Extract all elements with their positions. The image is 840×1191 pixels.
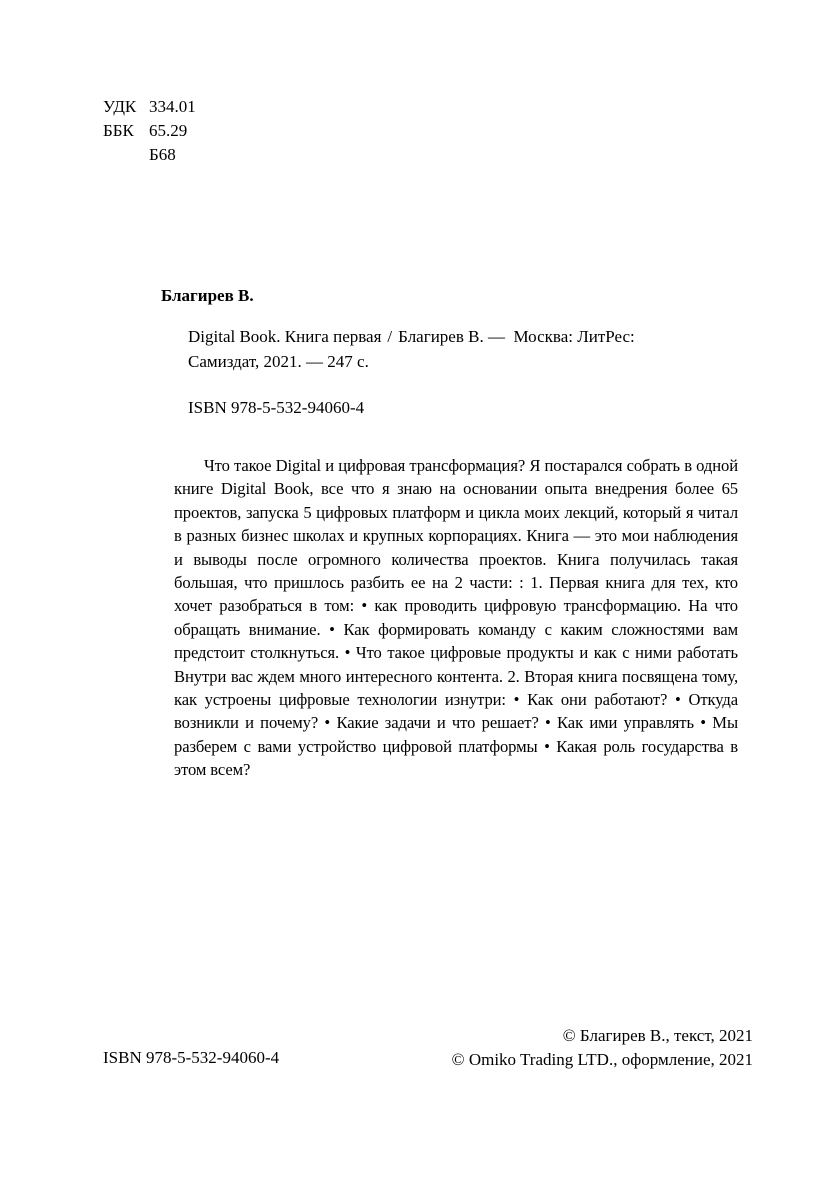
isbn-top: ISBN 978-5-532-94060-4 <box>188 398 365 417</box>
author-heading: Благирев В. <box>161 286 254 305</box>
copyright-text-line: © Благирев В., текст, 2021 <box>562 1026 753 1045</box>
author-mark-label <box>103 143 149 167</box>
classification-indexes <box>103 95 196 167</box>
udk-value: 334.01 <box>149 97 196 116</box>
author-mark-row <box>103 143 196 167</box>
udk-label: УДК <box>103 97 137 116</box>
author-mark-value: Б68 <box>149 145 176 164</box>
isbn-bottom: ISBN 978-5-532-94060-4 <box>103 1048 280 1067</box>
bibliographic-line-1 <box>188 324 748 349</box>
bibliographic-line-2: Самиздат, 2021. — 247 с. <box>188 352 369 371</box>
copyright-block <box>452 1024 753 1072</box>
bibliographic-record <box>188 324 748 374</box>
book-author: Благирев В. — <box>398 327 505 346</box>
book-title: Digital Book. Книга первая <box>188 327 382 346</box>
copyright-design-line: © Omiko Trading LTD., оформление, 2021 <box>451 1050 753 1069</box>
bbk-value: 65.29 <box>149 121 188 140</box>
annotation-text: Что такое Digital и цифровая трансформация? Я постарался собрать в одной книге Digital Book, все что я знаю на основании опыта внедрения более 65 проектов, запуска 5 цифровых платформ и цикла моих лекций, который я читал в разных бизнес школах и крупных корпорациях. Книга — это мои наблюдения и выводы после огромного количества проектов. Книга получилась такая большая, что пришлось разбить ее на 2 части: : 1. Первая книга для тех, кто хочет разобраться в том: • как проводить цифровую трансформацию. На что обращать внимание. • Как формировать команду с каким сложностями вам предстоит столкнуться. • Что такое цифровые продукты и как с ними работать Внутри вас ждем много интересного контента. 2. Вторая книга посвящена тому, как устроены цифровые технологии изнутри: • Как они работают? • Откуда возникли и почему? • Какие задачи и что решает? • Как ими управлять • Мы разберем с вами устройство цифровой платформы • Какая роль государства в этом всем? <box>174 456 738 780</box>
place-publisher: Москва: ЛитРес: <box>513 327 635 346</box>
title-separator: / <box>387 327 393 346</box>
bbk-label: ББК <box>103 121 134 140</box>
udk-row <box>103 95 196 119</box>
bbk-row <box>103 119 196 143</box>
